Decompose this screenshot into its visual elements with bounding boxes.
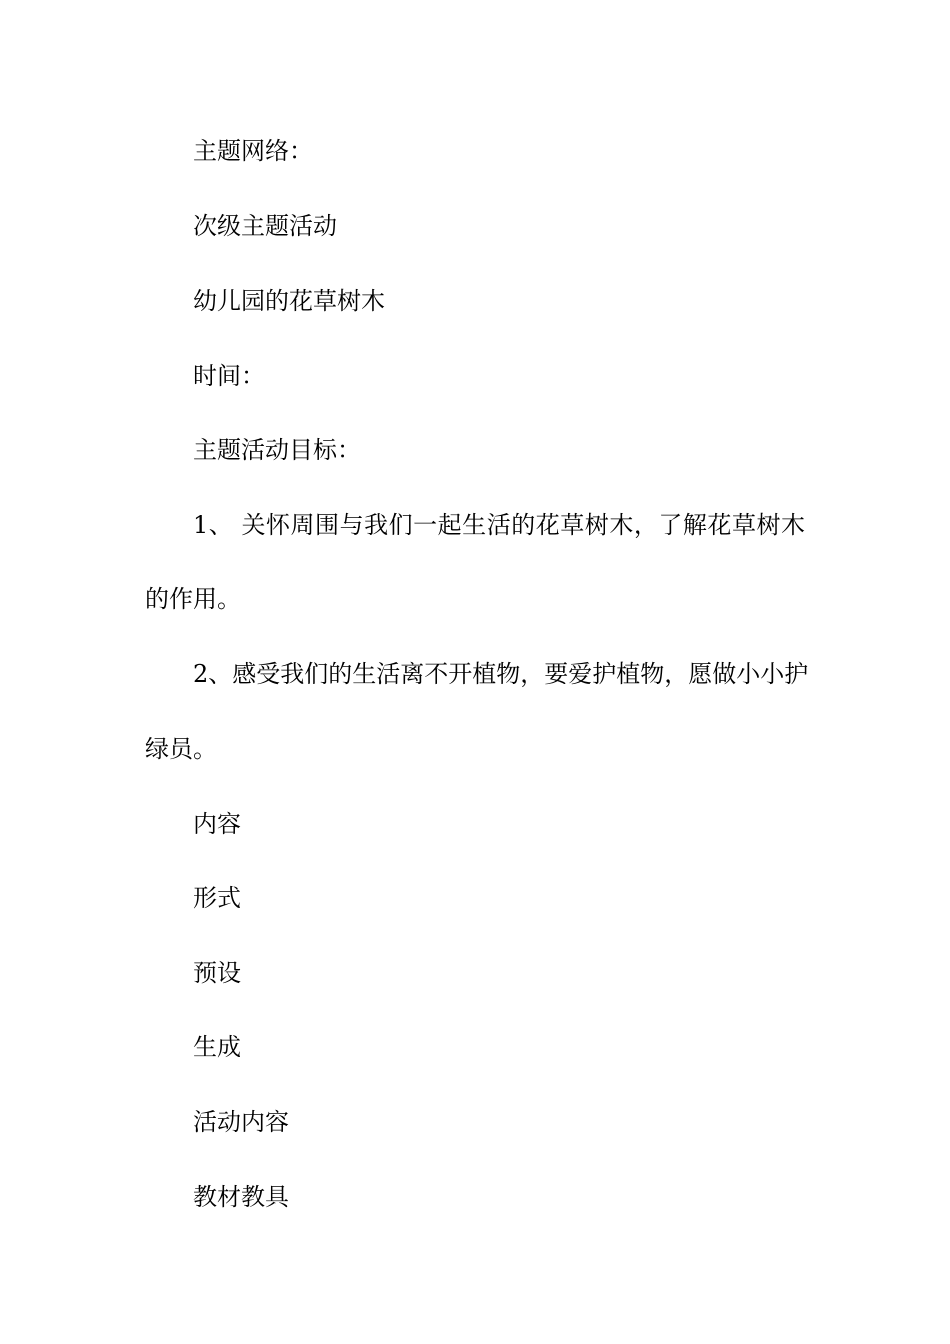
label-activity-content: 活动内容 — [193, 1108, 289, 1136]
label-generate: 生成 — [193, 1033, 241, 1061]
goal-2-line-2: 绿员。 — [145, 735, 217, 763]
goal-1-line-1: 1、 关怀周围与我们一起生活的花草树木，了解花草树木 — [193, 511, 805, 539]
label-form: 形式 — [193, 884, 241, 912]
sub-theme-title: 幼儿园的花草树木 — [193, 287, 385, 315]
goal-2-line-1: 2、感受我们的生活离不开植物，要爱护植物，愿做小小护 — [193, 660, 809, 688]
goals-heading: 主题活动目标： — [193, 436, 361, 464]
label-teaching-materials: 教材教具 — [193, 1183, 289, 1211]
goal-1-line-2: 的作用。 — [145, 585, 241, 613]
label-preset: 预设 — [193, 959, 241, 987]
label-content: 内容 — [193, 810, 241, 838]
time-label: 时间： — [193, 362, 265, 390]
heading-sub-theme-activity: 次级主题活动 — [193, 212, 337, 240]
heading-theme-network: 主题网络： — [193, 137, 313, 165]
